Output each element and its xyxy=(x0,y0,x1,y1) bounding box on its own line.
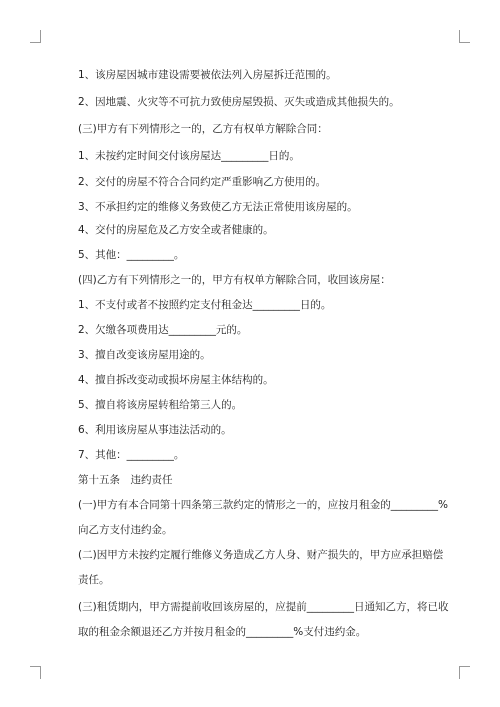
clause-line-5: 2、交付的房屋不符合合同约定严重影响乙方使用的。 xyxy=(78,176,327,188)
clause-line-2: 2、因地震、火灾等不可抗力致使房屋毁损、灭失或造成其他损失的。 xyxy=(78,96,400,108)
clause-line-16: 7、其他：_________。 xyxy=(78,449,185,461)
clause-line-9: (四)乙方有下列情形之一的，甲方有权单方解除合同，收回该房屋： xyxy=(78,274,391,286)
clause-line-20: (二)因甲方未按约定履行维修义务造成乙方人身、财产损失的，甲方应承担赔偿 xyxy=(78,549,444,561)
clause-line-1: 1、该房屋因城市建设需要被依法列入房屋拆迁范围的。 xyxy=(78,69,337,81)
clause-line-7: 4、交付的房屋危及乙方安全或者健康的。 xyxy=(78,224,274,236)
clause-line-15: 6、利用该房屋从事违法活动的。 xyxy=(78,424,232,436)
clause-line-21: 责任。 xyxy=(78,574,110,586)
clause-line-11: 2、欠缴各项费用达_________元的。 xyxy=(78,324,248,336)
clause-line-13: 4、擅自拆改变动或损坏房屋主体结构的。 xyxy=(78,374,274,386)
clause-line-23: 取的租金余额退还乙方并按月租金的_________%支付违约金。 xyxy=(78,626,367,638)
clause-line-14: 5、擅自将该房屋转租给第三人的。 xyxy=(78,399,243,411)
clause-line-18: (一)甲方有本合同第十四条第三款约定的情形之一的，应按月租金的_________% xyxy=(78,499,448,511)
clause-line-8: 5、其他：_________。 xyxy=(78,249,185,261)
crop-mark-bottom-right xyxy=(459,666,470,679)
crop-mark-top-left xyxy=(30,30,41,43)
clause-line-6: 3、不承担约定的维修义务致使乙方无法正常使用该房屋的。 xyxy=(78,201,358,213)
section-heading: 第十五条 违约责任 xyxy=(78,474,173,486)
clause-line-22: (三)租赁期内，甲方需提前收回该房屋的，应提前_________日通知乙方，将已收 xyxy=(78,601,449,613)
crop-mark-top-right xyxy=(459,30,470,43)
crop-mark-bottom-left xyxy=(30,666,41,679)
clause-line-10: 1、不支付或者不按照约定支付租金达_________日的。 xyxy=(78,299,332,311)
clause-line-3: (三)甲方有下列情形之一的，乙方有权单方解除合同： xyxy=(78,123,328,135)
clause-line-19: 向乙方支付违约金。 xyxy=(78,524,173,536)
clause-line-12: 3、擅自改变该房屋用途的。 xyxy=(78,349,211,361)
clause-line-4: 1、未按约定时间交付该房屋达_________日的。 xyxy=(78,150,300,162)
